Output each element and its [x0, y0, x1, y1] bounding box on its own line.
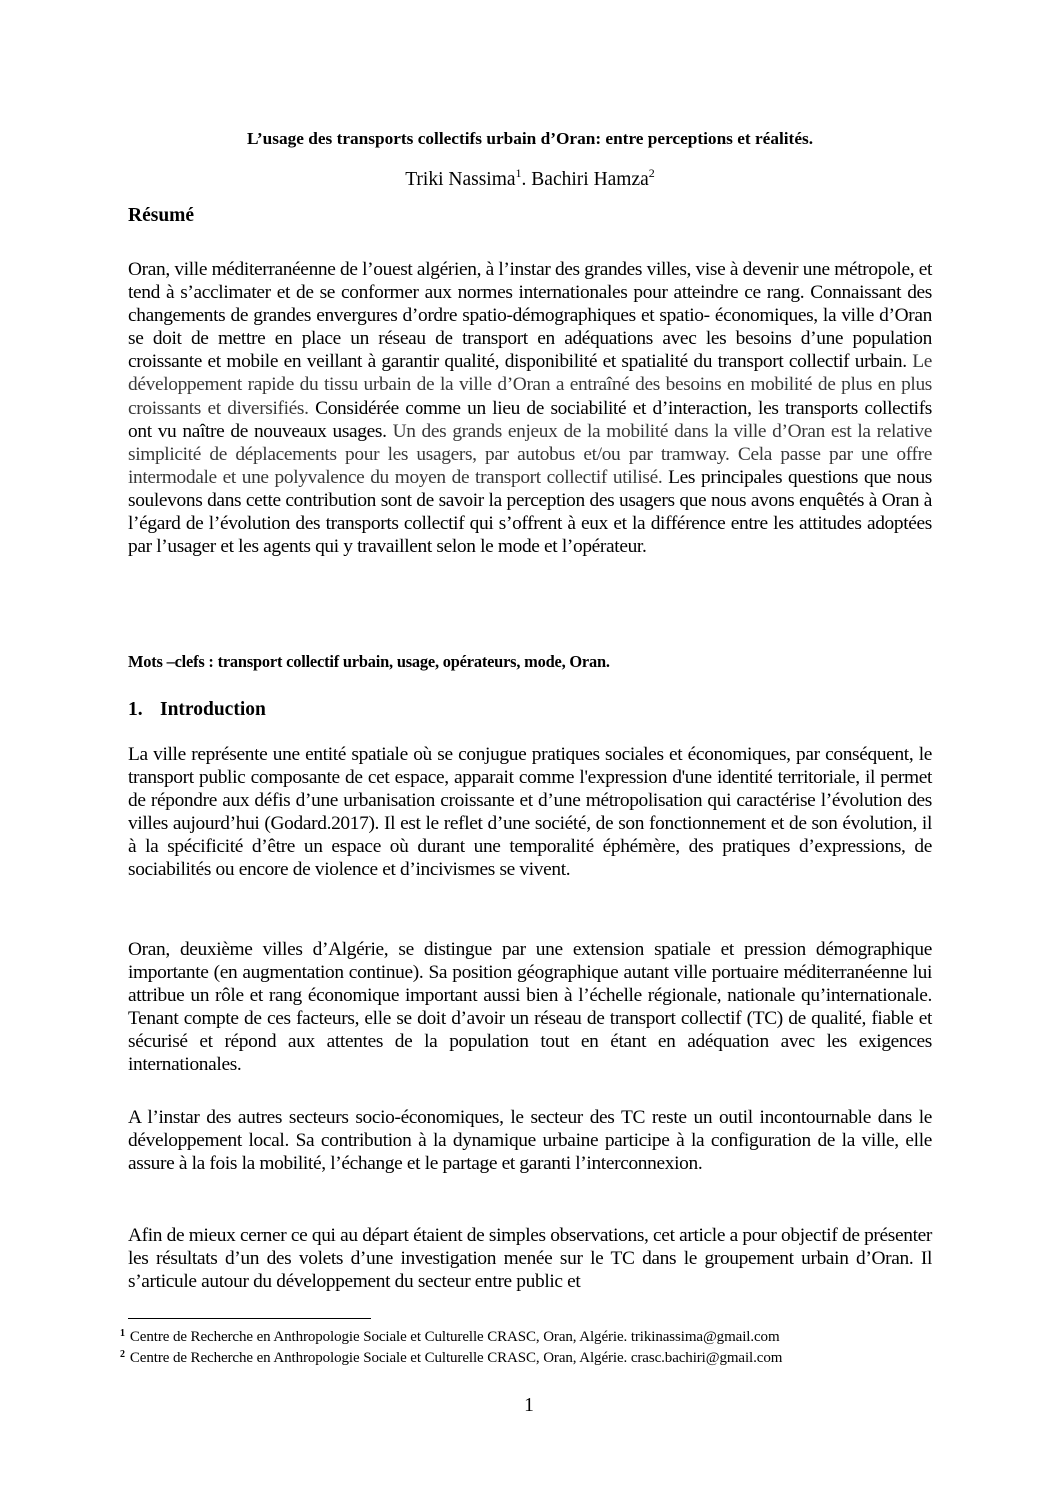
footnote-number: 2: [120, 1349, 125, 1360]
body-paragraph: A l’instar des autres secteurs socio-économiques, le secteur des TC reste un outil incontournable dans le développement local. Sa contribution à la dynamique urbaine participe à la configuration de la ville, elle assure à la fois la mobilité, l’échange et le partage et garanti l’interconnexion.: [128, 1107, 932, 1175]
abstract-heading: Résumé: [128, 205, 195, 226]
footnote-text: Centre de Recherche en Anthropologie Sociale et Culturelle CRASC, Oran, Algérie. trikinassima@gmail.com: [129, 1329, 780, 1345]
abstract-text: Considérée comme un lieu de sociabilité et d’interaction, les transports collectifs ont vu naître de nouveaux usages.: [128, 397, 933, 442]
author-name: Bachiri Hamza: [531, 169, 649, 190]
footnote-marker[interactable]: 2: [648, 166, 655, 180]
section-number: 1.: [128, 699, 143, 720]
footnote: [120, 1348, 782, 1369]
abstract-paragraph: [128, 258, 932, 558]
section-heading: [128, 697, 266, 723]
body-paragraph: La ville représente une entité spatiale où se conjugue pratiques sociales et économiques, par conséquent, le transport public composante de cet espace, apparait comme l'expression d'une identité territoriale, il permet de répondre aux défis d’une urbanisation croissante et d’une métropolisation qui caractérise l’évolution des villes aujourd’hui (Godard.2017). Il est le reflet d’une société, de son fonctionnement et de son évolution, il à la spécificité d’être un espace où durant une temporalité éphémère, des pratiques d’expressions, de sociabilités ou encore de violence et d’incivismes se vivent.: [128, 744, 932, 881]
section-title: Introduction: [160, 699, 266, 720]
abstract-text: Les principales questions que nous soulevons dans cette contribution sont de savoir la perception des usagers que nous avons enquêtés à Oran à l’égard de l’évolution des transports collectif qui s’offrent à eux et la différence entre les attitudes adoptées par l’usager et les agents qui y travaillent selon le mode et l’opérateur.: [128, 466, 932, 558]
abstract-text: Le développement rapide du tissu urbain de la ville d’Oran a entraîné des besoins en mobilité de plus en plus croissants et diversifiés.: [128, 351, 932, 419]
footnote-text: Centre de Recherche en Anthropologie Sociale et Culturelle CRASC, Oran, Algérie. crasc.bachiri@gmail.com: [129, 1350, 783, 1366]
footnote-marker[interactable]: 1: [515, 166, 522, 180]
author-line: [128, 167, 932, 193]
footnote: [120, 1327, 780, 1348]
body-paragraph: Afin de mieux cerner ce qui au départ étaient de simples observations, cet article a pour objectif de présenter les résultats d’un des volets d’une investigation menée sur le TC dans le groupement urbain d’Oran. Il s’articule autour du développement du secteur entre public et: [128, 1225, 932, 1293]
abstract-text: Oran, ville méditerranéenne de l’ouest algérien, à l’instar des grandes villes, vise à devenir une métropole, et tend à s’acclimater et de se conformer aux normes internationales pour atteindre ce rang. Connaissant des changements de grandes envergures d’ordre spatio-démographiques et spatio- économiques, la ville d’Oran se doit de mettre en place un réseau de transport en adéquations avec les besoins d’une population croissante et mobile en veillant à garantir qualité, disponibilité et spatialité du transport collectif urbain.: [128, 259, 932, 373]
author-name: Triki Nassima: [405, 169, 516, 190]
author-separator: .: [521, 169, 532, 190]
footnote-number: 1: [120, 1328, 125, 1339]
keywords-line: Mots –clefs : transport collectif urbain, usage, opérateurs, mode, Oran.: [128, 652, 610, 671]
paper-title: L’usage des transports collectifs urbain d’Oran: entre perceptions et réalités.: [246, 129, 814, 148]
abstract-text: Un des grands enjeux de la mobilité dans la ville d’Oran est la relative simplicité de déplacements pour les usagers, par autobus et/ou par tramway. Cela passe par une offre intermodale et une polyvalence du moyen de transport collectif utilisé.: [128, 420, 932, 488]
footnote-divider: [128, 1318, 371, 1319]
page-number: 1: [524, 1395, 534, 1416]
body-paragraph: Oran, deuxième villes d’Algérie, se distingue par une extension spatiale et pression démographique importante (en augmentation continue). Sa position géographique autant ville portuaire méditerranéenne lui attribue un rôle et rang économique important aussi bien à l’échelle régionale, nationale qu’internationale. Tenant compte de ces facteurs, elle se doit d’avoir un réseau de transport collectif (TC) de qualité, fiable et sécurisé et répond aux attentes de la population tout en étant en adéquation avec les exigences internationales.: [128, 939, 932, 1076]
